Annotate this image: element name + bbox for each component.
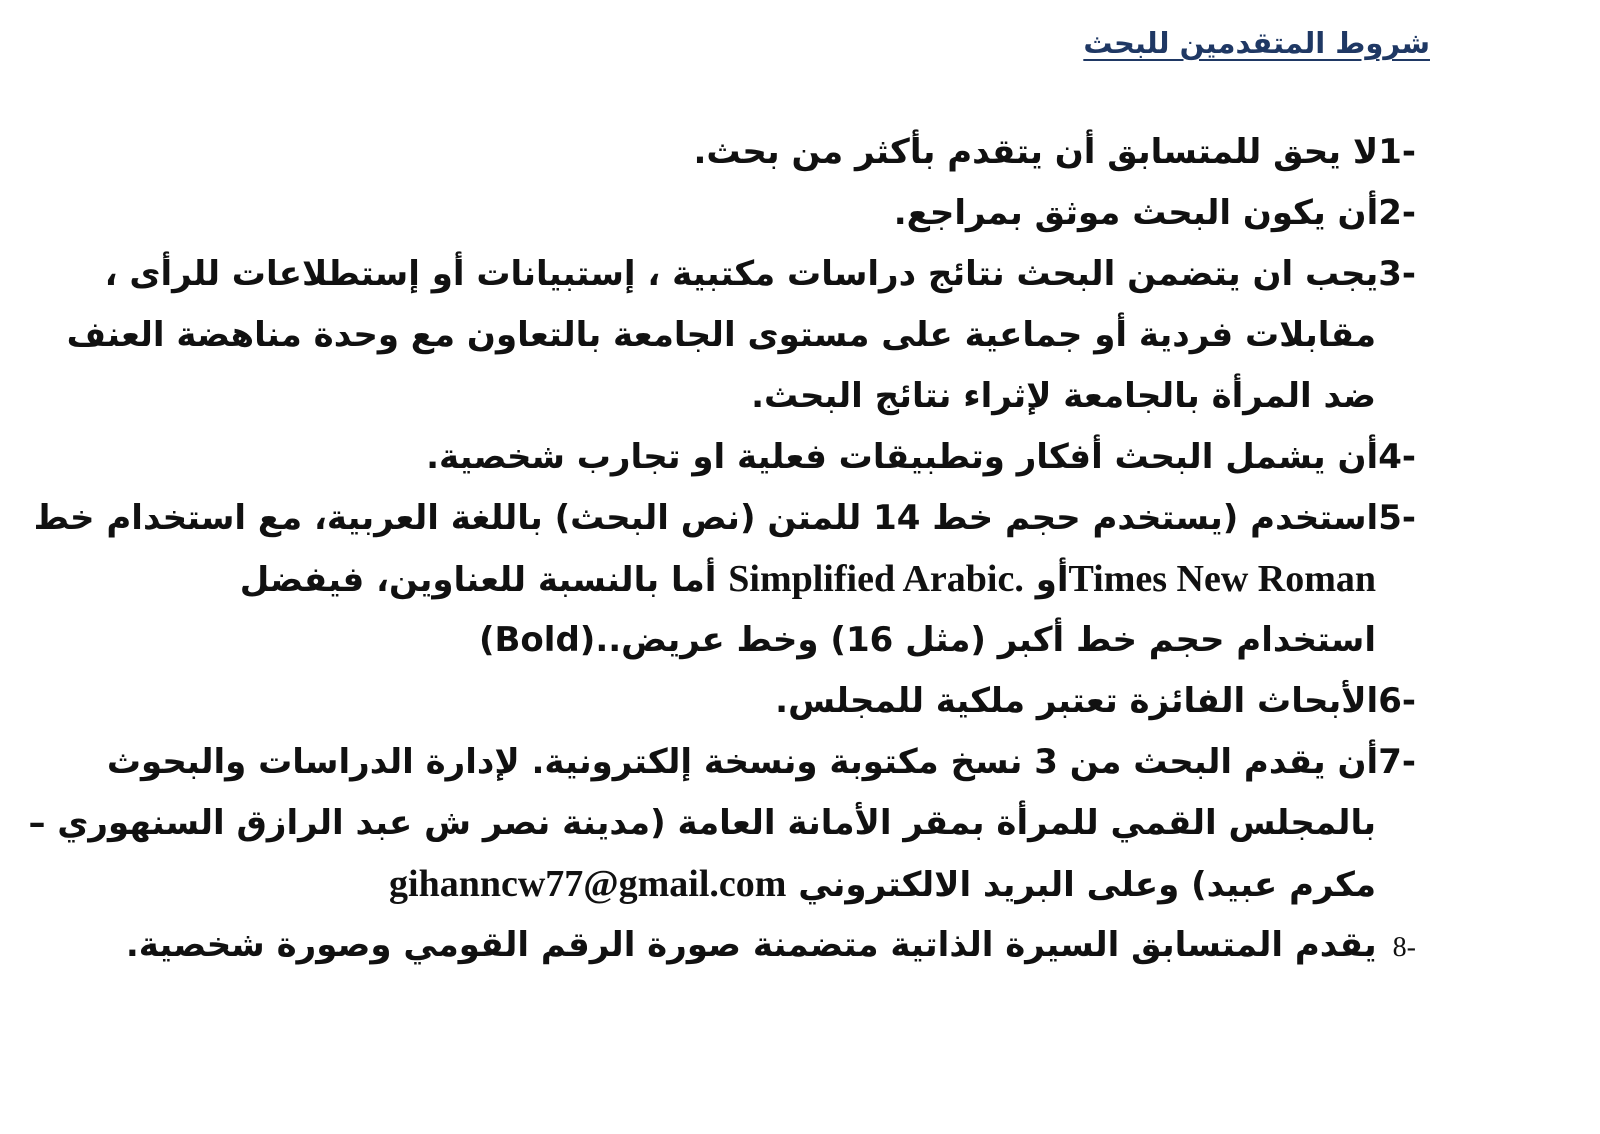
condition-text: يجب ان يتضمن البحث نتائج دراسات مكتبية ، إستبيانات أو إستطلاعات للرأى ،	[104, 254, 1379, 294]
condition-number: 6-	[1378, 681, 1416, 721]
conditions-list	[28, 122, 1416, 976]
condition-text: استخدم (يستخدم حجم خط 14 للمتن (نص البحث) باللغة العربية، مع استخدام خط	[33, 498, 1379, 538]
condition-line	[116, 122, 1416, 183]
condition-line	[33, 488, 1416, 549]
condition-number: 3-	[1378, 254, 1416, 294]
condition-number: 7-	[1378, 742, 1416, 782]
font-name-times: Times New Roman	[1068, 558, 1376, 600]
condition-item-7	[28, 732, 1416, 915]
condition-line: استخدام حجم خط أكبر (مثل 16) وخط عريض..(Bold)	[478, 620, 1376, 660]
condition-text: الأبحاث الفائزة تعتبر ملكية للمجلس.	[775, 681, 1379, 721]
condition-item-1	[116, 122, 1416, 183]
condition-item-3	[66, 244, 1416, 427]
condition-text: أن يقدم البحث من 3 نسخ مكتوبة ونسخة إلكترونية. لإدارة الدراسات والبحوث	[106, 742, 1379, 782]
condition-line	[106, 732, 1416, 793]
page-title: شروط المتقدمين للبحث	[1083, 26, 1430, 60]
condition-text: أما بالنسبة للعناوين، فيفضل	[239, 560, 717, 600]
condition-text: أن يشمل البحث أفكار وتطبيقات فعلية او تجارب شخصية.	[426, 437, 1379, 477]
condition-line: بالمجلس القمي للمرأة بمقر الأمانة العامة (مدينة نصر ش عبد الرازق السنهوري –	[28, 803, 1376, 843]
condition-item-6	[116, 671, 1416, 732]
condition-item-5	[33, 488, 1416, 671]
condition-text: مكرم عبيد) وعلى البريد الالكتروني	[798, 865, 1376, 905]
condition-item-4	[116, 427, 1416, 488]
condition-line	[116, 854, 1376, 915]
condition-line	[116, 671, 1416, 732]
condition-text: أن يكون البحث موثق بمراجع.	[893, 193, 1379, 233]
font-connector: أو	[1035, 560, 1069, 600]
condition-item-8	[116, 915, 1416, 976]
condition-line	[116, 915, 1416, 976]
condition-line	[116, 183, 1416, 244]
condition-number: 1-	[1378, 132, 1416, 172]
condition-text: يقدم المتسابق السيرة الذاتية متضمنة صورة الرقم القومي وصورة شخصية.	[125, 925, 1377, 965]
condition-line: مقابلات فردية أو جماعية على مستوى الجامعة بالتعاون مع وحدة مناهضة العنف	[66, 315, 1376, 355]
condition-text: لا يحق للمتسابق أن يتقدم بأكثر من بحث.	[693, 132, 1379, 172]
condition-number: 2-	[1378, 193, 1416, 233]
condition-line: ضد المرأة بالجامعة لإثراء نتائج البحث.	[751, 376, 1376, 416]
condition-line	[116, 427, 1416, 488]
condition-number: 4-	[1378, 437, 1416, 477]
condition-line	[104, 244, 1416, 305]
condition-number: 8-	[1392, 932, 1416, 963]
font-name-simplified-arabic: Simplified Arabic.	[728, 558, 1024, 600]
email-address: gihanncw77@gmail.com	[389, 863, 787, 905]
font-requirement-line	[116, 549, 1376, 610]
condition-number: 5-	[1378, 498, 1416, 538]
condition-item-2	[116, 183, 1416, 244]
